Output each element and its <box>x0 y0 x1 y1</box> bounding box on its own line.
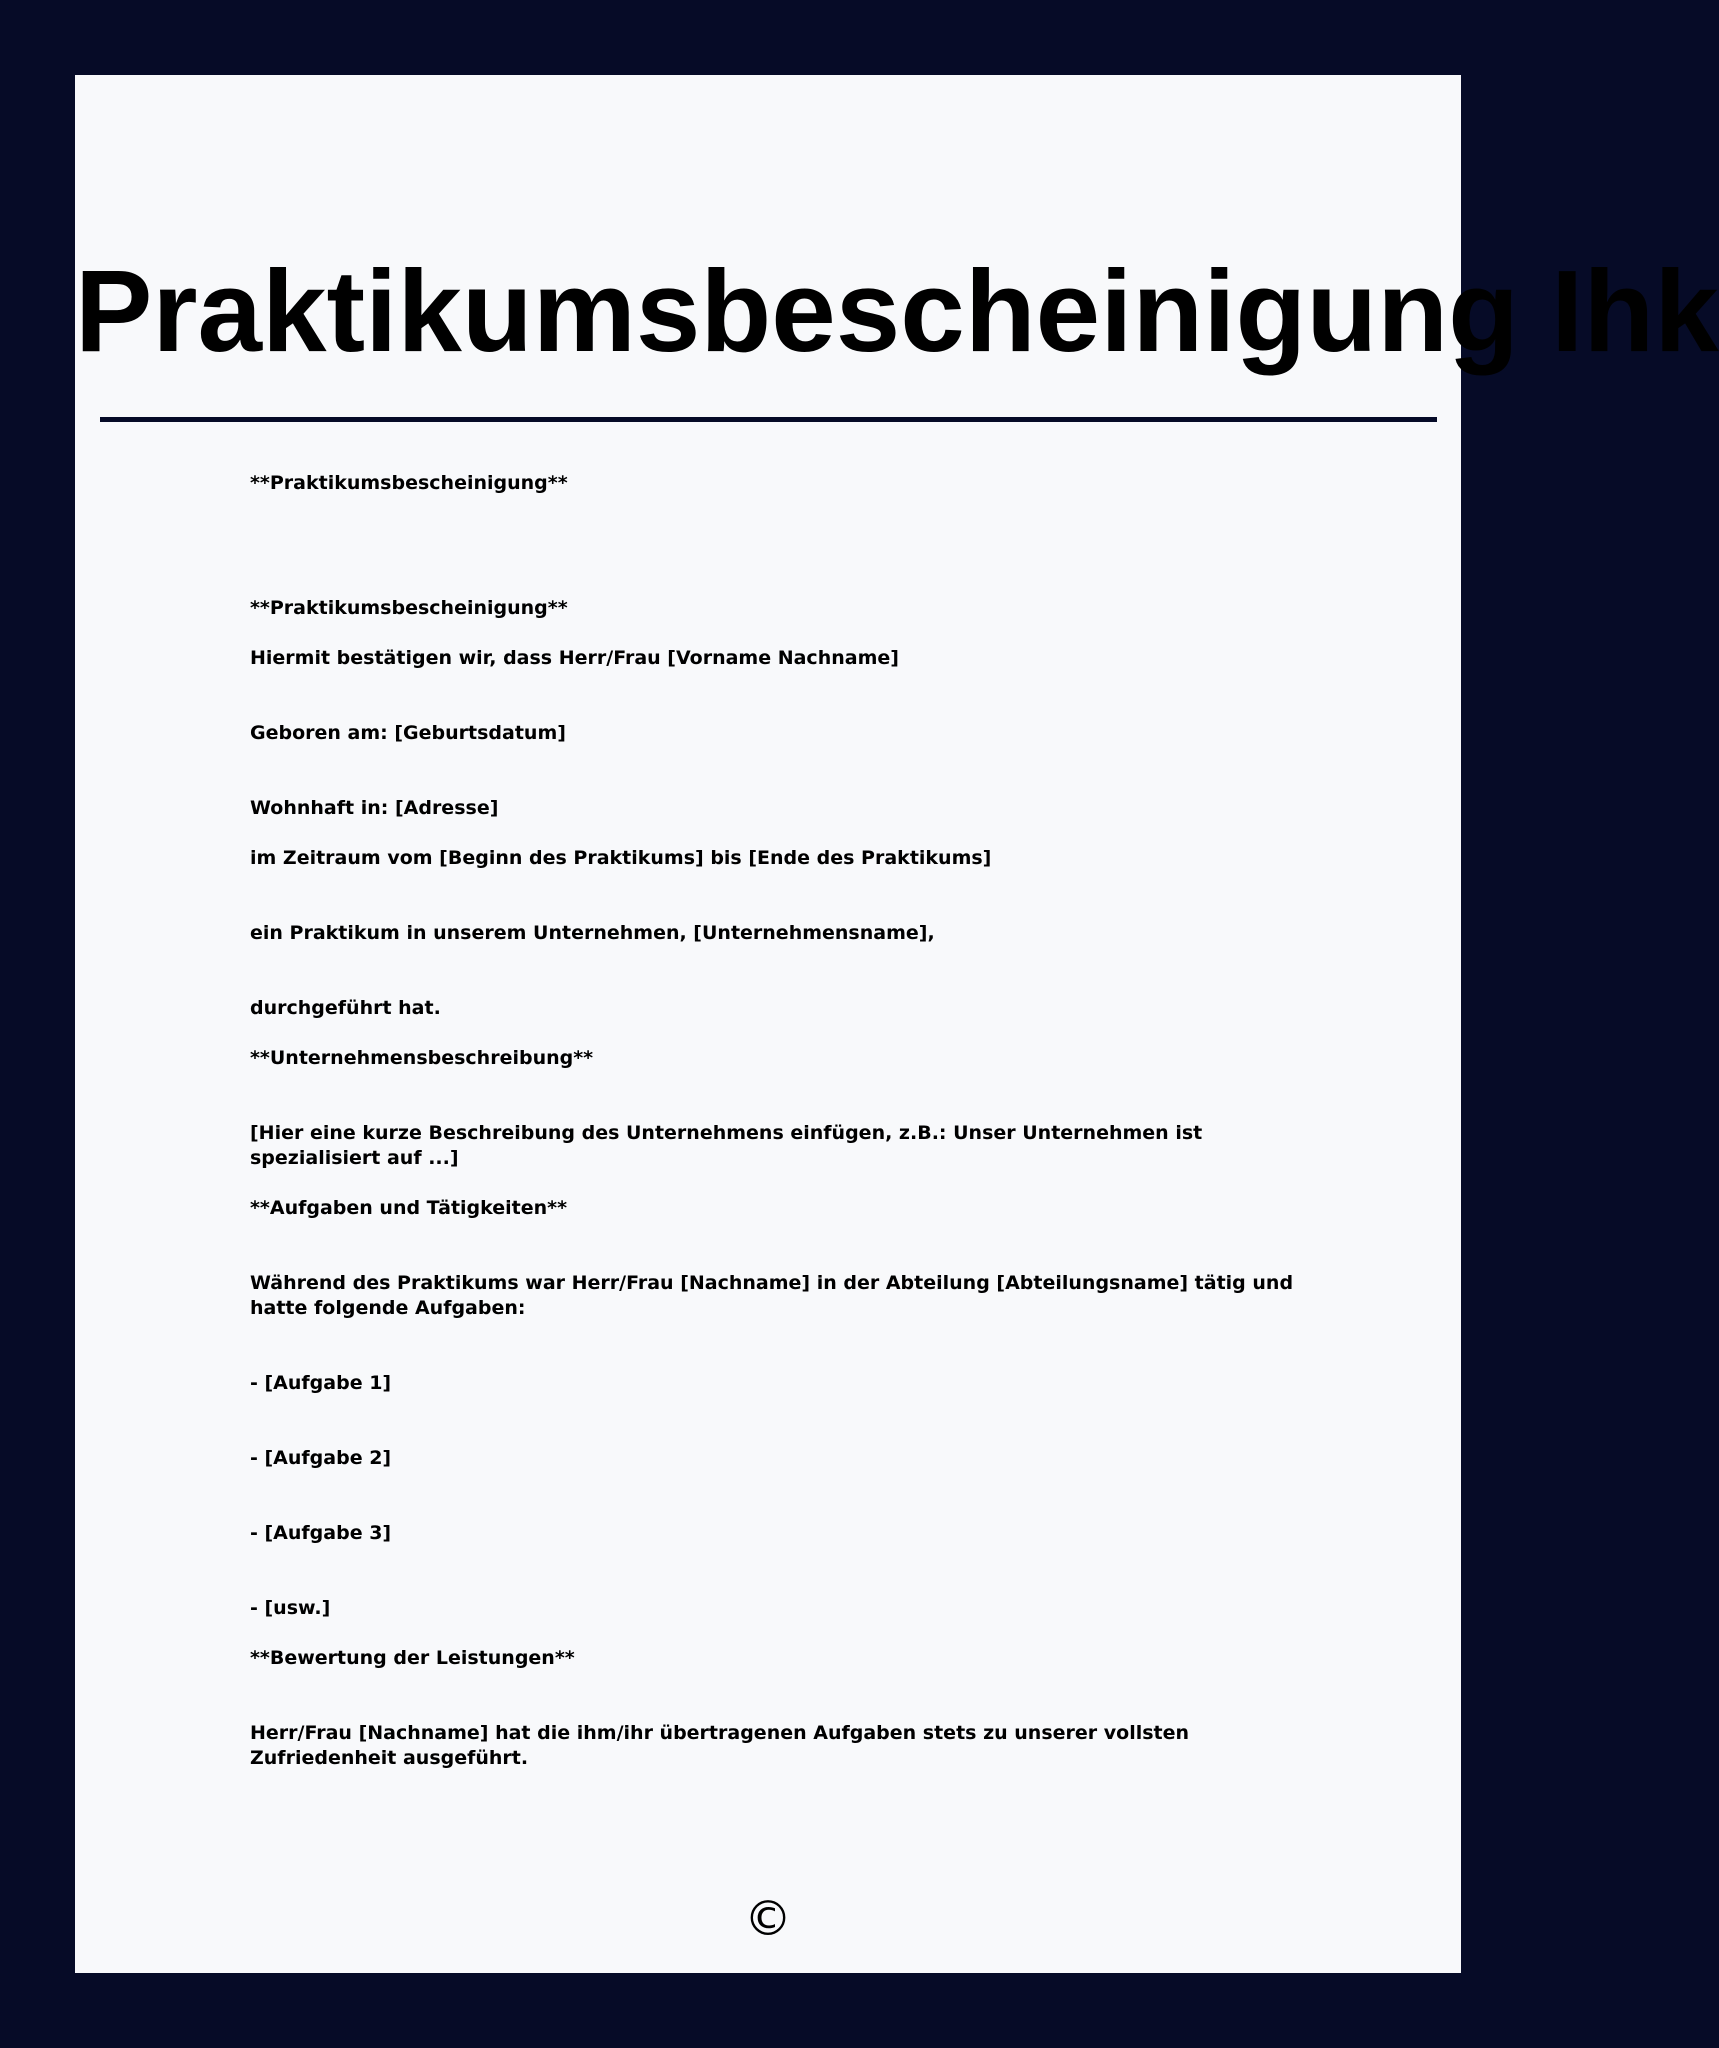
evaluation-text: Herr/Frau [Nachname] hat die ihm/ihr übertragenen Aufgaben stets zu unserer vollsten Zufriedenheit ausgeführt. <box>250 1722 1190 1769</box>
heading-evaluation: **Bewertung der Leistungen** <box>250 1647 575 1669</box>
company-line: ein Praktikum in unserem Unternehmen, [Unternehmensname], <box>250 922 935 944</box>
copyright-icon: © <box>744 1891 792 1947</box>
period-line: im Zeitraum vom [Beginn des Praktikums] bis [Ende des Praktikums] <box>250 847 992 869</box>
heading-praktikumsbescheinigung: **Praktikumsbescheinigung** <box>250 597 568 619</box>
completed-line: durchgeführt hat. <box>250 997 441 1019</box>
address-line: Wohnhaft in: [Adresse] <box>250 797 499 819</box>
confirmation-line: Hiermit bestätigen wir, dass Herr/Frau [Vorname Nachname] <box>250 647 899 669</box>
company-description: [Hier eine kurze Beschreibung des Unternehmens einfügen, z.B.: Unser Unternehmen ist spezialisiert auf ...] <box>250 1122 1203 1169</box>
birthdate-line: Geboren am: [Geburtsdatum] <box>250 722 566 744</box>
page-title: Praktikumsbescheinigung Ihk <box>75 246 1719 376</box>
title-divider <box>100 417 1437 422</box>
heading-praktikumsbescheinigung: **Praktikumsbescheinigung** <box>250 472 568 494</box>
tasks-intro: Während des Praktikums war Herr/Frau [Nachname] in der Abteilung [Abteilungsname] tätig und hatte folgende Aufgaben: <box>250 1272 1294 1319</box>
heading-tasks: **Aufgaben und Tätigkeiten** <box>250 1197 568 1219</box>
task-item: - [usw.] <box>250 1597 331 1619</box>
task-item: - [Aufgabe 3] <box>250 1522 392 1544</box>
heading-company-description: **Unternehmensbeschreibung** <box>250 1047 594 1069</box>
task-item: - [Aufgabe 1] <box>250 1372 392 1394</box>
document-page <box>75 75 1719 1973</box>
task-item: - [Aufgabe 2] <box>250 1447 392 1469</box>
